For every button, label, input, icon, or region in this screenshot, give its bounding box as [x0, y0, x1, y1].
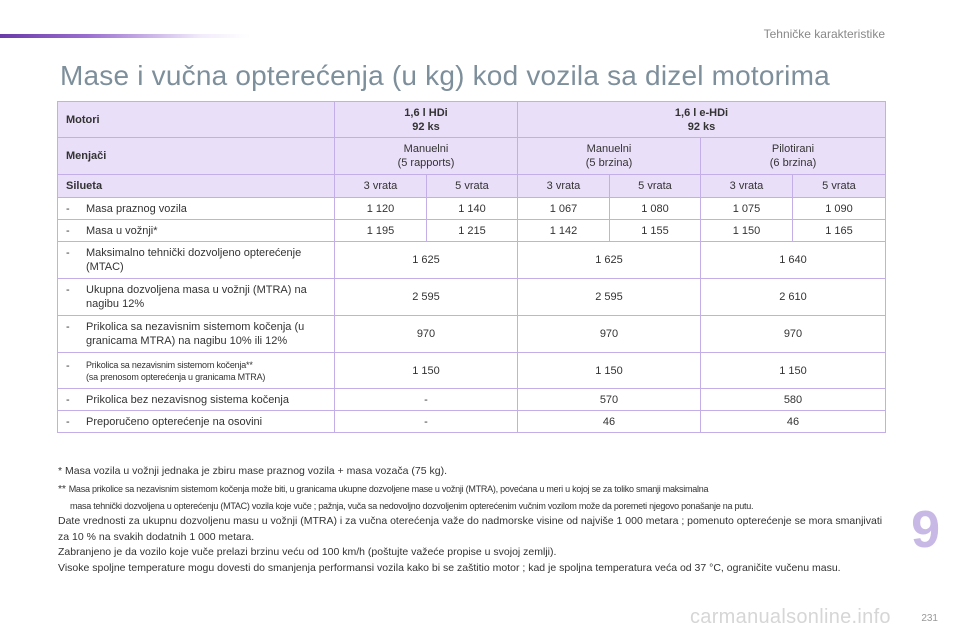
- row-label: [58, 353, 335, 389]
- motor-label: Motori: [58, 102, 335, 138]
- row-dash: -: [66, 321, 70, 333]
- value-cell: 1 075: [701, 198, 793, 220]
- value-cell: 1 195: [335, 220, 427, 242]
- body-text: [58, 514, 888, 576]
- value-cell: -: [335, 411, 518, 433]
- gearbox-3-sub: (6 brzina): [769, 157, 817, 169]
- value-cell: 46: [701, 411, 886, 433]
- value-cell: 1 150: [518, 353, 701, 389]
- header-accent-bar: [0, 34, 250, 38]
- gearbox-1-name: Manuelni: [403, 143, 449, 155]
- row-label-text: Preporučeno opterećenje na osovini: [86, 415, 263, 428]
- value-cell: 1 090: [793, 198, 886, 220]
- row-label-text: [86, 359, 330, 383]
- footnote-2-marker: **: [58, 483, 66, 495]
- gearbox-row: [58, 138, 886, 175]
- row-dash: -: [66, 247, 70, 259]
- value-cell: -: [335, 389, 518, 411]
- row-label: [58, 411, 335, 433]
- value-cell: 46: [518, 411, 701, 433]
- value-cell: 1 120: [335, 198, 427, 220]
- body-cell: 5 vrata: [427, 175, 518, 198]
- row-dash: -: [66, 359, 70, 372]
- value-cell: 970: [701, 316, 886, 353]
- watermark: carmanualsonline.info: [690, 606, 891, 628]
- value-cell: 1 150: [701, 353, 886, 389]
- table-row: [58, 220, 886, 242]
- row-label: [58, 198, 335, 220]
- table-row: [58, 389, 886, 411]
- table-row: [58, 242, 886, 279]
- row-label-text: Masa u vožnji*: [86, 224, 158, 237]
- body-label: Silueta: [58, 175, 335, 198]
- value-cell: 1 155: [610, 220, 701, 242]
- value-cell: 970: [335, 316, 518, 353]
- value-cell: 570: [518, 389, 701, 411]
- paragraph: Date vrednosti za ukupnu dozvoljenu masu u vožnji (MTRA) i za vučna oterećenja važe do nadmorske visine od najviše 1 000 metara ; pomenuto opterećenje se mora smanjivati za 10 % na svakih dodatnih 1 000 metara.: [58, 515, 883, 543]
- footnote-2-line-2: masa tehnički dozvoljena u opterećenju (MTAC) vozila koje vuče ; pažnja, vuča sa nedovoljno dozvoljenim opterećenim vučnim vozilom može da poremeti njegovo ponašanje na putu.: [70, 501, 754, 511]
- body-cell: 5 vrata: [610, 175, 701, 198]
- spec-table: [57, 101, 886, 433]
- paragraph: Visoke spoljne temperature mogu dovesti do smanjenja performansi vozila kako bi se zaštitio motor ; kad je spoljna temperatura veća od 37 °C, ograničite vučenu masu.: [58, 561, 841, 574]
- body-cell: 3 vrata: [701, 175, 793, 198]
- value-cell: 1 067: [518, 198, 610, 220]
- value-cell: 2 595: [518, 279, 701, 316]
- table-row: [58, 411, 886, 433]
- motor-row: [58, 102, 886, 138]
- value-cell: 970: [518, 316, 701, 353]
- gearbox-3-name: Pilotirani: [771, 143, 815, 155]
- value-cell: 2 610: [701, 279, 886, 316]
- row-dash: -: [66, 284, 70, 296]
- page-number: 231: [921, 613, 938, 624]
- value-cell: 1 625: [518, 242, 701, 279]
- table-row: [58, 316, 886, 353]
- row-dash: -: [66, 393, 70, 406]
- motor-1-power: 92 ks: [412, 120, 440, 133]
- motor-2-power: 92 ks: [687, 120, 716, 133]
- body-cell: 3 vrata: [335, 175, 427, 198]
- table-row: [58, 198, 886, 220]
- value-cell: 1 625: [335, 242, 518, 279]
- row-label-text: Ukupna dozvoljena masa u vožnji (MTRA) na nagibu 12%: [86, 284, 307, 310]
- gearbox-3: [701, 138, 886, 175]
- row-label: [58, 389, 335, 411]
- row-label: [58, 220, 335, 242]
- row-dash: -: [66, 415, 70, 428]
- gearbox-2-sub: (5 brzina): [585, 157, 633, 169]
- value-cell: 580: [701, 389, 886, 411]
- body-row: [58, 175, 886, 198]
- row-label-line: Prikolica sa nezavisnim sistemom kočenja**: [86, 359, 253, 370]
- motor-2-name: 1,6 l e-HDi: [674, 106, 729, 119]
- row-label-text: Maksimalno tehnički dozvoljeno opterećenje (MTAC): [86, 247, 302, 273]
- gearbox-1: [335, 138, 518, 175]
- footnote-2-line-1: Masa prikolice sa nezavisnim sistemom kočenja može biti, u granicama ukupne dozvoljene mase u vožnji (MTRA), povećana u meri u kojoj se za toliko smanji maksimalna: [68, 484, 709, 494]
- value-cell: 1 142: [518, 220, 610, 242]
- row-dash: -: [66, 202, 70, 215]
- value-cell: 1 165: [793, 220, 886, 242]
- section-title: Tehničke karakteristike: [763, 27, 885, 41]
- row-label-text: Prikolica sa nezavisnim sistemom kočenja (u granicama MTRA) na nagibu 10% ili 12%: [86, 321, 305, 347]
- value-cell: 2 595: [335, 279, 518, 316]
- value-cell: 1 150: [701, 220, 793, 242]
- row-label-line: (sa prenosom opterećenja u granicama MTRA): [86, 371, 266, 382]
- value-cell: 1 640: [701, 242, 886, 279]
- chapter-number: 9: [911, 501, 940, 559]
- table-row: [58, 279, 886, 316]
- row-label: [58, 316, 335, 353]
- motor-1: [335, 102, 518, 138]
- value-cell: 1 150: [335, 353, 518, 389]
- row-dash: -: [66, 224, 70, 237]
- motor-1-name: 1,6 l HDi: [404, 106, 448, 119]
- row-label: [58, 279, 335, 316]
- row-label: [58, 242, 335, 279]
- gearbox-2: [518, 138, 701, 175]
- motor-2: [518, 102, 886, 138]
- gearbox-label: Menjači: [58, 138, 335, 175]
- footnote-2: [58, 481, 878, 515]
- gearbox-2-name: Manuelni: [586, 143, 632, 155]
- body-cell: 5 vrata: [793, 175, 886, 198]
- table-row: [58, 353, 886, 389]
- value-cell: 1 080: [610, 198, 701, 220]
- footnote-1: * Masa vozila u vožnji jednaka je zbiru mase praznog vozila + masa vozača (75 kg).: [58, 465, 447, 477]
- value-cell: 1 215: [427, 220, 518, 242]
- gearbox-1-sub: (5 rapports): [397, 157, 455, 169]
- row-label-text: Prikolica bez nezavisnog sistema kočenja: [86, 393, 289, 406]
- row-label-text: Masa praznog vozila: [86, 202, 187, 215]
- paragraph: Zabranjeno je da vozilo koje vuče prelazi brzinu veću od 100 km/h (poštujte važeće propise u svojoj zemlji).: [58, 546, 557, 558]
- value-cell: 1 140: [427, 198, 518, 220]
- body-cell: 3 vrata: [518, 175, 610, 198]
- page-title: Mase i vučna opterećenja (u kg) kod vozila sa dizel motorima: [60, 60, 830, 91]
